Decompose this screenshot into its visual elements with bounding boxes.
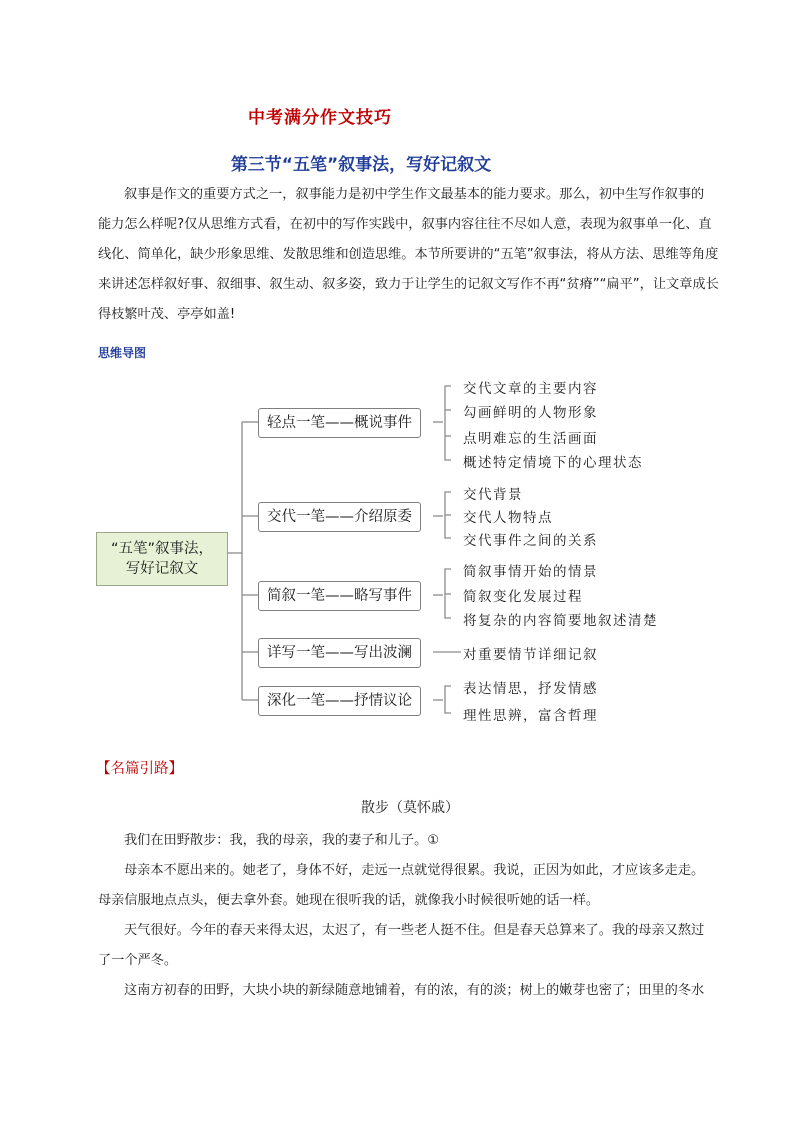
section-label-mingpian: 【名篇引路】: [96, 761, 183, 777]
branch-node: 交代一笔——介绍原委: [258, 502, 421, 532]
intro-line: 叙事是作文的重要方式之一，叙事能力是初中学生作文最基本的能力要求。那么，初中生写作叙事的: [124, 187, 705, 202]
article-line: 天气很好。今年的春天来得太迟，太迟了，有一些老人挺不住。但是春天总算来了。我的母亲又熬过: [124, 923, 705, 938]
leaf-item: 交代文章的主要内容: [463, 381, 598, 397]
leaf-item: 理性思辨，富含哲理: [463, 708, 598, 724]
leaf-item: 交代背景: [463, 487, 523, 503]
article-line: 母亲本不愿出来的。她老了，身体不好，走远一点就觉得很累。我说，正因为如此，才应该多走走。: [124, 863, 705, 878]
root-line: “五笔”叙事法，: [110, 541, 214, 557]
article-line: 母亲信服地点点头，便去拿外套。她现在很听我的话，就像我小时候很听她的话一样。: [98, 893, 600, 908]
mind-map-root: [96, 532, 228, 586]
branch-node: 轻点一笔——概说事件: [258, 408, 421, 438]
mindmap-label: 思维导图: [98, 346, 147, 360]
leaf-item: 概述特定情境下的心理状态: [463, 455, 643, 471]
branch-node: 简叙一笔——略写事件: [258, 581, 421, 611]
leaf-item: 点明难忘的生活画面: [463, 431, 598, 447]
article-body: [98, 826, 722, 1006]
article-title: 散步（莫怀戚）: [361, 800, 459, 816]
leaf-item: 简叙事情开始的情景: [463, 564, 598, 580]
branch-node: 深化一笔——抒情议论: [258, 686, 421, 716]
section-title: 第三节“五笔”叙事法，写好记叙文: [230, 155, 492, 175]
leaf-item: 交代事件之间的关系: [463, 533, 598, 549]
intro-line: 得枝繁叶茂、亭亭如盖!: [98, 307, 236, 322]
page-title: 中考满分作文技巧: [248, 108, 392, 128]
branch-node: 详写一笔——写出波澜: [258, 638, 421, 668]
leaf-item: 表达情思，抒发情感: [463, 681, 598, 697]
intro-line: 能力怎么样呢?仅从思维方式看，在初中的写作实践中，叙事内容往往不尽如人意，表现为叙事单一化、直: [98, 217, 712, 232]
leaf-item: 将复杂的内容简要地叙述清楚: [463, 613, 658, 629]
leaf-item: 交代人物特点: [463, 510, 553, 526]
article-line: 了一个严冬。: [98, 953, 178, 968]
intro-line: 线化、简单化，缺少形象思维、发散思维和创造思维。本节所要讲的“五笔”叙事法，将从方法、思维等角度: [98, 247, 719, 262]
intro-line: 来讲述怎样叙好事、叙细事、叙生动、叙多姿，致力于让学生的记叙文写作不再“贫瘠”“扁平”，让文章成长: [98, 277, 719, 292]
root-line: 写好记叙文: [125, 561, 199, 577]
leaf-item: 勾画鲜明的人物形象: [463, 405, 598, 421]
leaf-item: 对重要情节详细记叙: [463, 647, 598, 663]
article-line: 我们在田野散步：我，我的母亲，我的妻子和儿子。①: [124, 833, 440, 848]
article-line: 这南方初春的田野，大块小块的新绿随意地铺着，有的浓，有的淡；树上的嫩芽也密了；田里的冬水: [124, 983, 705, 998]
leaf-item: 简叙变化发展过程: [463, 589, 583, 605]
